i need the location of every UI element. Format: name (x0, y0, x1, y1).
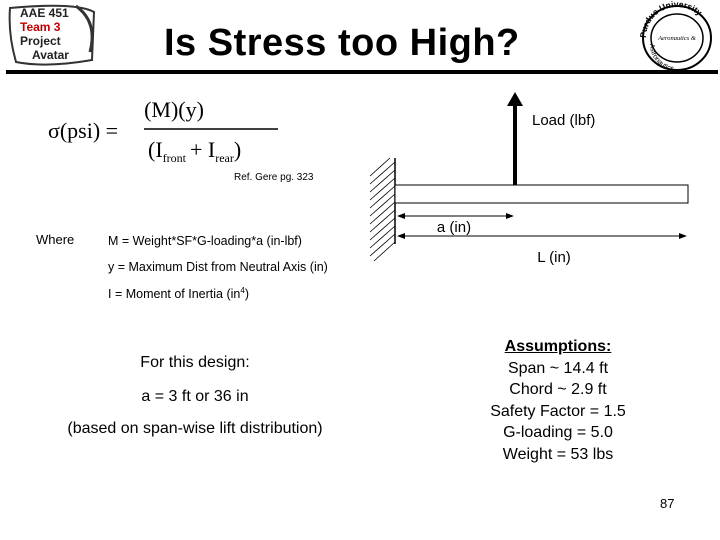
wall-hatching (370, 158, 395, 261)
logo-project-text: Project (20, 34, 61, 48)
logo-course-text: AAE 451 (20, 6, 69, 20)
stress-equation (48, 92, 288, 166)
slide-title: Is Stress too High? (164, 22, 520, 64)
assumption-item: Chord ~ 2.9 ft (509, 381, 607, 398)
definition-distance: y = Maximum Dist from Neutral Axis (in) (108, 260, 328, 274)
assumption-item: G-loading = 5.0 (503, 424, 613, 441)
logo-team-text: Team 3 (20, 20, 61, 34)
assumptions-block (468, 336, 648, 465)
cantilever-beam-diagram (364, 88, 694, 268)
definition-inertia: I = Moment of Inertia $(in^4)$ (108, 286, 249, 302)
design-basis: (based on span-wise lift distribution) (67, 420, 323, 437)
page-number: 87 (660, 496, 675, 511)
seal-bottom-text: Astronautics (647, 43, 675, 72)
seal-graphic (636, 0, 718, 72)
team-logo (6, 2, 98, 68)
equation-denominator: $(I_{front} + I_{rear})$ (148, 137, 242, 165)
reference-note: Ref. Gere pg. 323 (234, 172, 314, 183)
assumption-item: Span ~ 14.4 ft (507, 359, 609, 377)
load-arrow-head (507, 92, 523, 106)
beam (395, 185, 688, 203)
logo-avatar-text: Avatar (32, 48, 69, 62)
university-seal (636, 0, 718, 72)
equation-numerator: (M)(y) (144, 97, 204, 122)
design-a-value: a = 3 ft or 36 in (141, 388, 249, 405)
design-heading: For this design: (140, 354, 250, 371)
l-arrow-right (679, 233, 687, 239)
assumption-item: Weight = 53 lbs (502, 445, 614, 463)
l-label: L (in) (537, 249, 571, 266)
a-arrow-right (506, 213, 514, 219)
load-label: Load (lbf) (532, 112, 596, 129)
a-label: a (in) (436, 219, 472, 236)
equation-lhs: σ(psi) = (48, 118, 119, 143)
title-rule (6, 70, 718, 74)
assumption-item: Safety Factor = 1.5 (490, 402, 626, 420)
seal-middle-text: Aeronautics & (658, 35, 696, 42)
where-label: Where (36, 232, 75, 247)
definition-moment: M = Weight*SF*G-loading*a (in-lbf) (108, 234, 302, 248)
a-arrow-left (397, 213, 405, 219)
l-arrow-left (397, 233, 405, 239)
seal-top-text: Purdue University (637, 0, 705, 39)
assumptions-heading: Assumptions: (504, 338, 612, 355)
